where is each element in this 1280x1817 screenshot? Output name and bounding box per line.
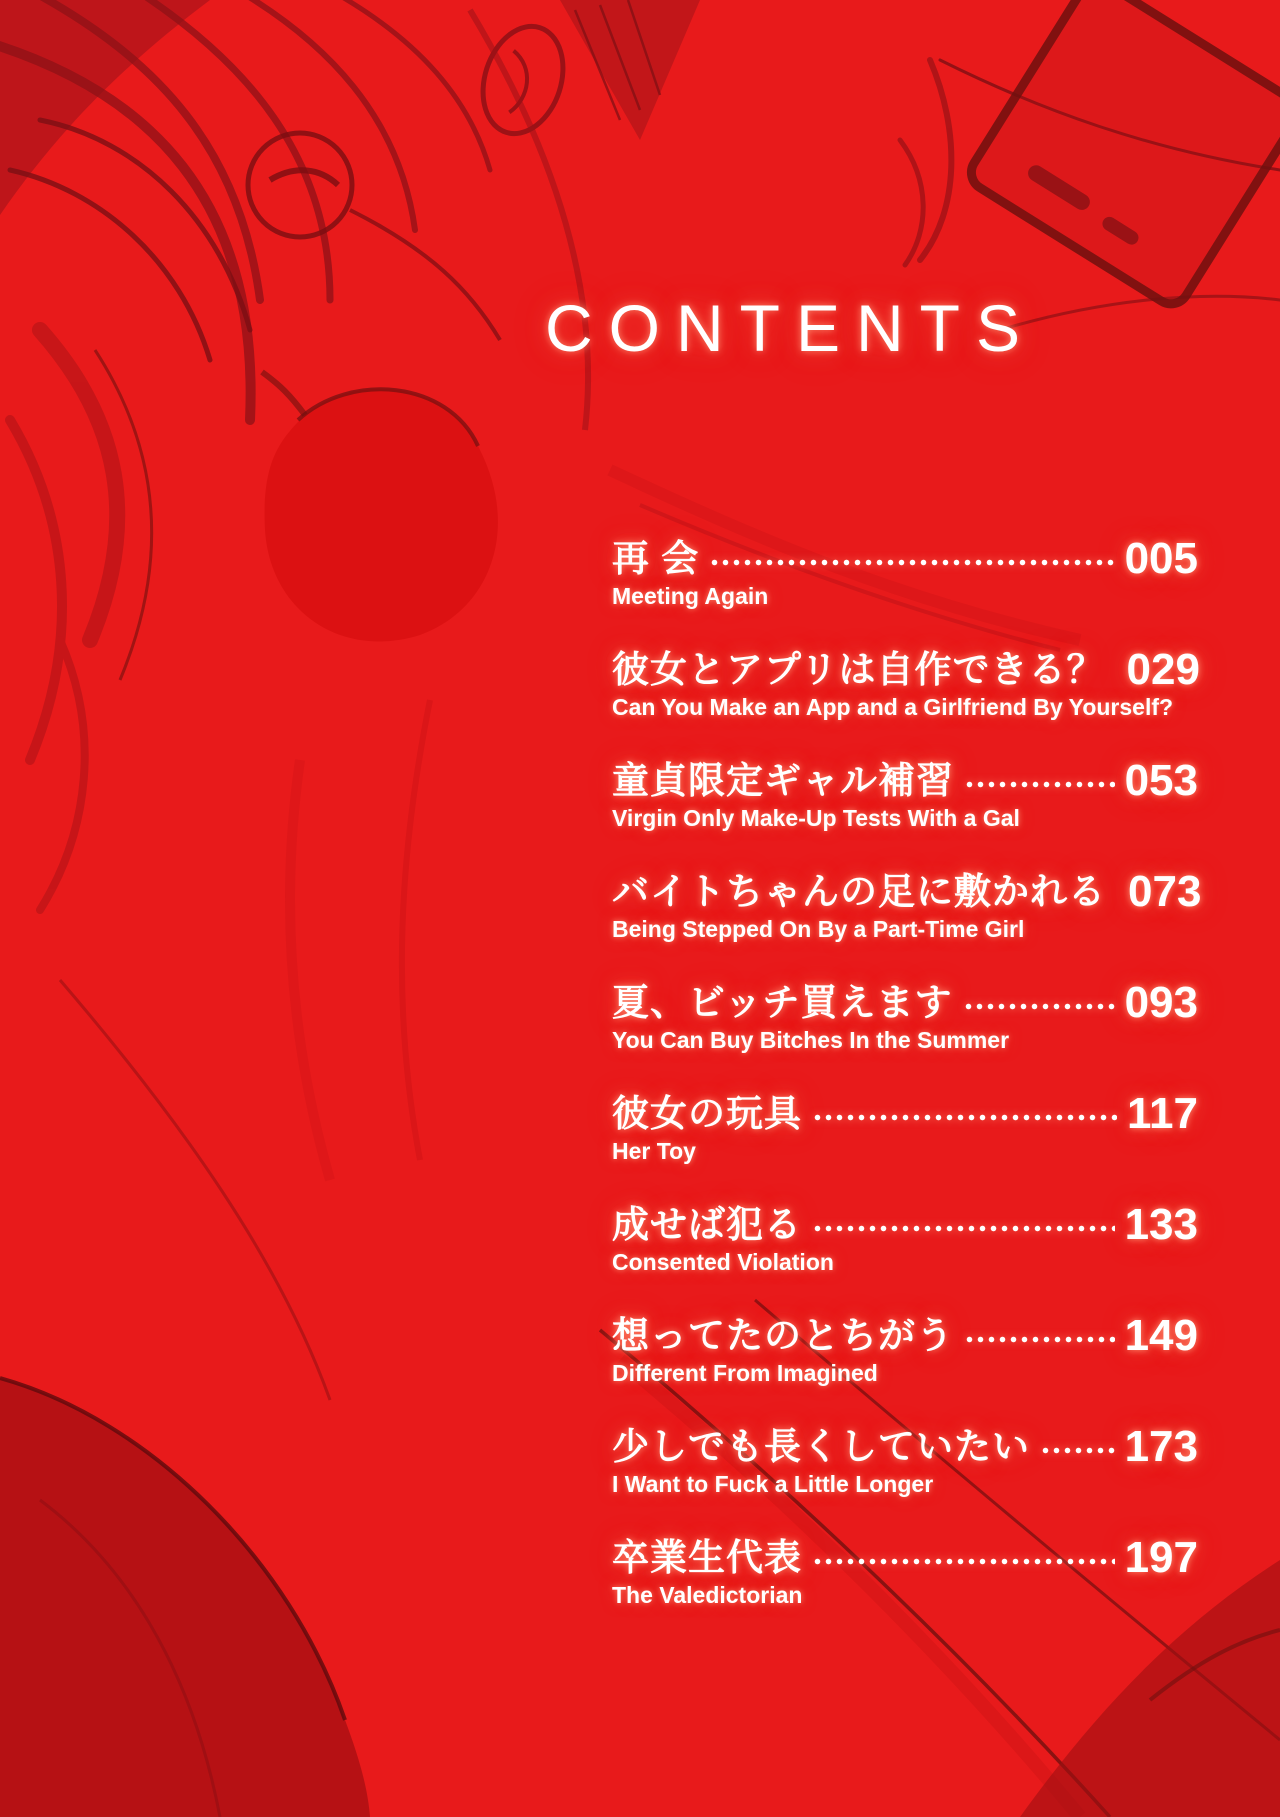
entry-title-en: The Valedictorian — [612, 1582, 803, 1608]
entry-title-en: You Can Buy Bitches In the Summer — [612, 1027, 1010, 1053]
toc-entry — [612, 647, 1198, 720]
toc-list — [612, 534, 1202, 1608]
dotted-leader — [965, 1003, 1115, 1010]
entry-title-jp: バイトちゃんの足に敷かれる — [612, 871, 1106, 912]
entry-title-en: Different From Imagined — [612, 1360, 878, 1386]
entry-page-number: 173 — [1124, 1422, 1198, 1471]
toc-entry-row — [612, 867, 1202, 916]
toc-entry — [612, 867, 1202, 942]
toc-entry — [612, 1424, 1198, 1497]
entry-title-en: Being Stepped On By a Part-Time Girl — [612, 916, 1025, 942]
entry-title-jp: 彼女とアプリは自作できる？ — [612, 649, 1105, 690]
dotted-leader — [966, 1336, 1115, 1343]
entry-title-jp: 再 会 — [612, 538, 700, 579]
entry-title-jp: 少しでも長くしていたい — [612, 1426, 1030, 1467]
entry-title-en: Meeting Again — [612, 583, 769, 609]
entry-title-jp: 成せば犯る — [612, 1204, 802, 1245]
dotted-leader — [814, 1558, 1115, 1565]
entry-page-number: 149 — [1124, 1311, 1198, 1360]
entry-page-number: 073 — [1128, 867, 1202, 916]
toc-entry-row — [612, 1202, 1198, 1248]
entry-title-en: Consented Violation — [612, 1249, 834, 1275]
dotted-leader — [966, 781, 1115, 788]
toc-entry — [612, 980, 1198, 1053]
entry-page-number: 053 — [1124, 756, 1198, 805]
toc-entry — [612, 758, 1198, 831]
toc-entry — [612, 1535, 1198, 1608]
entry-title-jp: 夏、ビッチ買えます — [612, 982, 953, 1023]
entry-title-jp: 彼女の玩具 — [612, 1093, 802, 1134]
entry-page-number: 133 — [1124, 1200, 1198, 1249]
toc-entry-row — [612, 647, 1198, 693]
toc-entry — [612, 1313, 1198, 1386]
dotted-leader — [814, 1114, 1117, 1121]
toc-entry-row — [612, 980, 1198, 1026]
entry-title-jp: 卒業生代表 — [612, 1537, 802, 1578]
entry-title-en: I Want to Fuck a Little Longer — [612, 1471, 934, 1497]
entry-page-number: 005 — [1124, 534, 1198, 583]
entry-title-en: Her Toy — [612, 1138, 696, 1164]
dotted-leader — [814, 1225, 1115, 1232]
toc-entry-row — [612, 1535, 1198, 1581]
entry-page-number: 093 — [1124, 978, 1198, 1027]
entry-title-jp: 童貞限定ギャル補習 — [612, 760, 954, 801]
entry-title-en: Can You Make an App and a Girlfriend By Yourself? — [612, 694, 1174, 720]
dotted-leader — [711, 559, 1114, 566]
toc-entry-row — [612, 1313, 1198, 1359]
entry-page-number: 117 — [1127, 1089, 1198, 1138]
entry-page-number: 197 — [1124, 1533, 1198, 1582]
entry-page-number: 029 — [1126, 645, 1200, 694]
entry-title-en: Virgin Only Make-Up Tests With a Gal — [612, 805, 1020, 831]
entry-title-jp: 想ってたのとちがう — [612, 1315, 954, 1356]
toc-entry-row — [612, 1424, 1198, 1470]
toc-entry — [612, 536, 1198, 609]
toc-entry — [612, 1202, 1198, 1275]
dotted-leader — [1042, 1447, 1115, 1454]
toc-entry-row — [612, 536, 1198, 582]
page-title: CONTENTS — [545, 291, 1036, 365]
toc-entry-row — [612, 1091, 1198, 1137]
toc-entry — [612, 1091, 1198, 1164]
toc-entry-row — [612, 758, 1198, 804]
